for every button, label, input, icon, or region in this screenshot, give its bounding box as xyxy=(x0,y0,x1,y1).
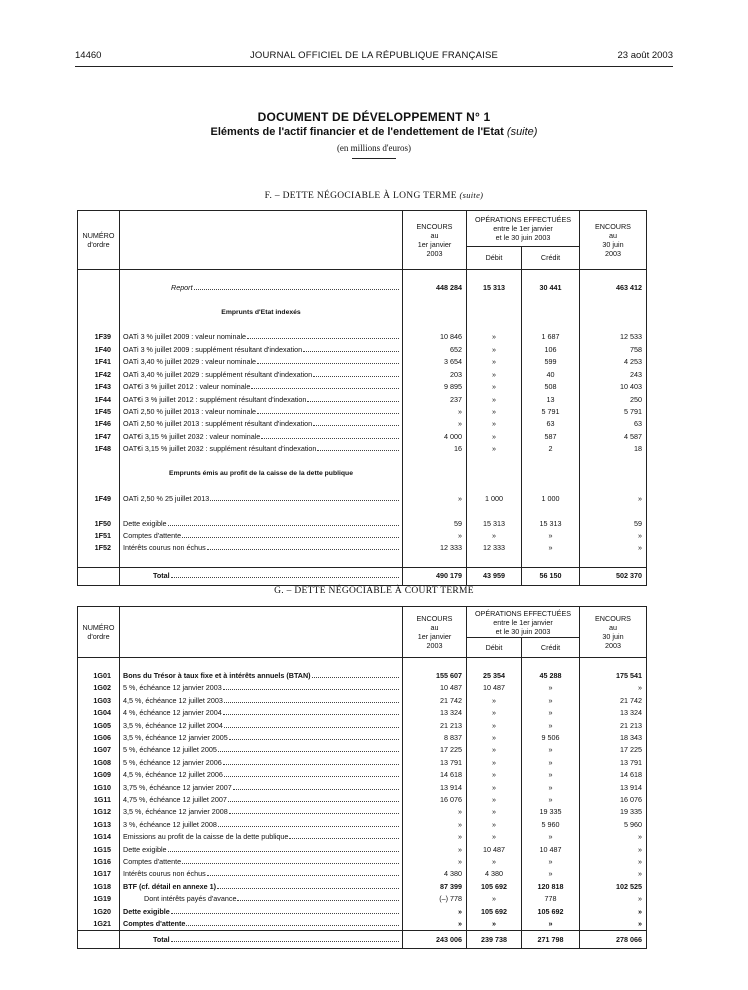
row-credit: 1 687 xyxy=(522,331,580,343)
row-code: 1F47 xyxy=(78,431,120,443)
section-f-title: F. – DETTE NÉGOCIABLE À LONG TERME (suite) xyxy=(264,190,484,201)
row-debit: » xyxy=(467,744,522,756)
row-label: 3,5 %, échéance 12 janvier 2008 xyxy=(120,806,403,818)
row-code: 1G05 xyxy=(78,720,120,732)
total-row-f: Total 490 179 43 959 56 150 502 370 xyxy=(78,567,647,585)
row-label: Bons du Trésor à taux fixe et à intérêts annuels (BTAN) xyxy=(120,670,403,682)
row-code: 1G04 xyxy=(78,707,120,719)
row-label: OATi 3 % juillet 2009 : valeur nominale xyxy=(120,331,403,343)
row-debit: » xyxy=(467,394,522,406)
row-label: Dette exigible xyxy=(120,906,403,918)
row-code: 1G18 xyxy=(78,881,120,893)
row-credit: » xyxy=(522,695,580,707)
table-row xyxy=(78,695,647,707)
row-debit: 105 692 xyxy=(467,881,522,893)
row-code: 1F40 xyxy=(78,344,120,356)
row-debit: » xyxy=(467,732,522,744)
row-encours-start: 17 225 xyxy=(403,744,467,756)
row-encours-start: » xyxy=(403,831,467,843)
row-debit: 10 487 xyxy=(467,682,522,694)
g-col-credit: Crédit xyxy=(522,638,580,657)
row-encours-end: » xyxy=(580,493,647,505)
row-debit: 4 380 xyxy=(467,868,522,880)
table-row xyxy=(78,831,647,843)
row-debit: » xyxy=(467,443,522,455)
row-debit: » xyxy=(467,707,522,719)
row-code: 1G14 xyxy=(78,831,120,843)
row-label: Dette exigible xyxy=(120,844,403,856)
row-encours-start: 87 399 xyxy=(403,881,467,893)
row-credit: 63 xyxy=(522,418,580,430)
table-row xyxy=(78,418,647,430)
table-row xyxy=(78,844,647,856)
row-label: OAT€i 3 % juillet 2012 : supplément résultant d'indexation xyxy=(120,394,403,406)
row-credit: 120 818 xyxy=(522,881,580,893)
row-encours-start: » xyxy=(403,493,467,505)
running-header xyxy=(75,50,673,64)
table-row xyxy=(78,670,647,682)
row-label: OATi 2,50 % juillet 2013 : valeur nominale xyxy=(120,406,403,418)
row-encours-start: 203 xyxy=(403,369,467,381)
row-label: 5 %, échéance 12 janvier 2003 xyxy=(120,682,403,694)
row-credit: » xyxy=(522,720,580,732)
row-credit: 2 xyxy=(522,443,580,455)
row-code: 1G06 xyxy=(78,732,120,744)
row-encours-end: 5 791 xyxy=(580,406,647,418)
total-row-g: Total 243 006 239 738 271 798 278 066 xyxy=(78,931,647,949)
table-row xyxy=(78,542,647,554)
row-encours-end: » xyxy=(580,918,647,931)
table-row xyxy=(78,707,647,719)
unit-rule xyxy=(352,158,396,159)
section-g-title: G. – DETTE NÉGOCIABLE À COURT TERME xyxy=(274,586,474,596)
row-code: 1G17 xyxy=(78,868,120,880)
row-label: 3 %, échéance 12 juillet 2008 xyxy=(120,819,403,831)
row-label: Intérêts courus non échus xyxy=(120,868,403,880)
row-encours-end: 21 213 xyxy=(580,720,647,732)
row-code: 1G02 xyxy=(78,682,120,694)
row-debit: » xyxy=(467,530,522,542)
row-encours-start: 4 000 xyxy=(403,431,467,443)
row-credit: 5 791 xyxy=(522,406,580,418)
row-credit: » xyxy=(522,831,580,843)
row-label: Comptes d'attente xyxy=(120,918,403,931)
table-row xyxy=(78,356,647,368)
header-rule xyxy=(75,66,673,67)
row-credit: » xyxy=(522,856,580,868)
row-encours-start: 9 895 xyxy=(403,381,467,393)
table-row xyxy=(78,431,647,443)
table-row xyxy=(78,856,647,868)
row-encours-start: » xyxy=(403,856,467,868)
row-credit: » xyxy=(522,744,580,756)
unit-note: (en millions d'euros) xyxy=(336,143,412,153)
row-encours-start: » xyxy=(403,406,467,418)
table-long-term-debt xyxy=(77,210,647,586)
row-encours-start: » xyxy=(403,819,467,831)
group-indexed-loans: Emprunts d'Etat indexés xyxy=(78,307,647,319)
row-encours-end: 16 076 xyxy=(580,794,647,806)
table-row xyxy=(78,530,647,542)
table-row xyxy=(78,732,647,744)
row-encours-end: 59 xyxy=(580,518,647,530)
row-encours-end: 13 324 xyxy=(580,707,647,719)
row-debit: » xyxy=(467,782,522,794)
journal-title: JOURNAL OFFICIEL DE LA RÉPUBLIQUE FRANÇAISE xyxy=(249,50,499,61)
row-encours-end: 758 xyxy=(580,344,647,356)
row-encours-end: 5 960 xyxy=(580,819,647,831)
row-encours-end: 175 541 xyxy=(580,670,647,682)
row-code: 1G01 xyxy=(78,670,120,682)
row-label: 4,75 %, échéance 12 juillet 2007 xyxy=(120,794,403,806)
row-debit: 1 000 xyxy=(467,493,522,505)
row-encours-start: 14 618 xyxy=(403,769,467,781)
row-encours-start: 21 213 xyxy=(403,720,467,732)
row-encours-start: 155 607 xyxy=(403,670,467,682)
group-cdp-loans: Emprunts émis au profit de la caisse de la dette publique xyxy=(78,468,647,480)
row-encours-start: 4 380 xyxy=(403,868,467,880)
row-encours-start: 13 914 xyxy=(403,782,467,794)
table-row xyxy=(78,782,647,794)
table-row xyxy=(78,744,647,756)
row-label: 5 %, échéance 12 juillet 2005 xyxy=(120,744,403,756)
table-row xyxy=(78,881,647,893)
row-code: 1G08 xyxy=(78,757,120,769)
row-code: 1F50 xyxy=(78,518,120,530)
row-encours-end: 13 791 xyxy=(580,757,647,769)
row-credit: » xyxy=(522,682,580,694)
row-encours-start: 652 xyxy=(403,344,467,356)
row-code: 1G15 xyxy=(78,844,120,856)
row-debit: 105 692 xyxy=(467,906,522,918)
row-encours-end: » xyxy=(580,856,647,868)
row-label: 4,5 %, échéance 12 juillet 2006 xyxy=(120,769,403,781)
row-label: 3,5 %, échéance 12 janvier 2005 xyxy=(120,732,403,744)
row-label: OATi 3,40 % juillet 2029 : supplément résultant d'indexation xyxy=(120,369,403,381)
table-row xyxy=(78,918,647,931)
row-encours-end: » xyxy=(580,542,647,554)
row-credit: 599 xyxy=(522,356,580,368)
g-col-numero: NUMÉRO d'ordre xyxy=(78,607,120,657)
row-label: Dont intérêts payés d'avance xyxy=(120,893,403,905)
row-label: OATi 3,40 % juillet 2029 : valeur nominale xyxy=(120,356,403,368)
row-encours-end: 243 xyxy=(580,369,647,381)
g-col-operations: OPÉRATIONS EFFECTUÉES entre le 1er janvier et le 30 juin 2003 xyxy=(467,607,580,638)
row-label: Dette exigible xyxy=(120,518,403,530)
row-code: 1F51 xyxy=(78,530,120,542)
row-encours-end: 250 xyxy=(580,394,647,406)
report-label: Report xyxy=(120,282,403,294)
row-encours-end: » xyxy=(580,831,647,843)
row-encours-end: » xyxy=(580,868,647,880)
row-credit: » xyxy=(522,782,580,794)
row-credit: 1 000 xyxy=(522,493,580,505)
row-debit: » xyxy=(467,356,522,368)
row-label: Intérêts courus non échus xyxy=(120,542,403,554)
document-subtitle: Eléments de l'actif financier et de l'endettement de l'Etat (suite) xyxy=(210,126,538,138)
total-label: Total xyxy=(120,931,403,949)
row-credit: » xyxy=(522,868,580,880)
table-row xyxy=(78,369,647,381)
row-label: 4,5 %, échéance 12 juillet 2003 xyxy=(120,695,403,707)
row-credit: 19 335 xyxy=(522,806,580,818)
row-encours-start: 13 324 xyxy=(403,707,467,719)
report-row: Report 448 284 15 313 30 441 463 412 xyxy=(78,282,647,294)
table-row xyxy=(78,769,647,781)
row-encours-start: 59 xyxy=(403,518,467,530)
row-code: 1F49 xyxy=(78,493,120,505)
table-row xyxy=(78,819,647,831)
row-credit: 10 487 xyxy=(522,844,580,856)
g-col-encours-start: ENCOURS au 1er janvier 2003 xyxy=(403,607,467,657)
row-debit: » xyxy=(467,406,522,418)
row-label: OATi 2,50 % juillet 2013 : supplément résultant d'indexation xyxy=(120,418,403,430)
row-debit: » xyxy=(467,794,522,806)
row-encours-start: » xyxy=(403,906,467,918)
issue-date: 23 août 2003 xyxy=(617,50,673,61)
row-label: BTF (cf. détail en annexe 1) xyxy=(120,881,403,893)
row-encours-end: » xyxy=(580,893,647,905)
row-debit: » xyxy=(467,806,522,818)
table-row xyxy=(78,394,647,406)
row-code: 1F45 xyxy=(78,406,120,418)
row-debit: » xyxy=(467,757,522,769)
row-debit: » xyxy=(467,431,522,443)
row-debit: » xyxy=(467,769,522,781)
row-encours-start: 21 742 xyxy=(403,695,467,707)
row-encours-start: 10 487 xyxy=(403,682,467,694)
table-row xyxy=(78,331,647,343)
f-col-label xyxy=(120,211,403,269)
table-row xyxy=(78,381,647,393)
table-row xyxy=(78,344,647,356)
row-credit: 45 288 xyxy=(522,670,580,682)
row-credit: 5 960 xyxy=(522,819,580,831)
row-label: OAT€i 3,15 % juillet 2032 : supplément résultant d'indexation xyxy=(120,443,403,455)
page-number: 14460 xyxy=(75,50,102,61)
f-col-debit: Débit xyxy=(467,247,522,269)
row-encours-end: » xyxy=(580,844,647,856)
row-code: 1G16 xyxy=(78,856,120,868)
g-col-encours-end: ENCOURS au 30 juin 2003 xyxy=(580,607,647,657)
row-encours-start: 8 837 xyxy=(403,732,467,744)
row-code: 1G13 xyxy=(78,819,120,831)
row-encours-start: » xyxy=(403,844,467,856)
row-credit: 9 506 xyxy=(522,732,580,744)
row-code: 1G03 xyxy=(78,695,120,707)
row-encours-end: 19 335 xyxy=(580,806,647,818)
row-encours-start: » xyxy=(403,418,467,430)
row-credit: 105 692 xyxy=(522,906,580,918)
row-code: 1F41 xyxy=(78,356,120,368)
row-encours-end: 63 xyxy=(580,418,647,430)
row-encours-start: 13 791 xyxy=(403,757,467,769)
row-debit: » xyxy=(467,331,522,343)
f-col-encours-end: ENCOURS au 30 juin 2003 xyxy=(580,211,647,269)
row-encours-start: 16 xyxy=(403,443,467,455)
row-credit: » xyxy=(522,757,580,769)
row-code: 1G12 xyxy=(78,806,120,818)
row-debit: » xyxy=(467,418,522,430)
row-encours-end: 10 403 xyxy=(580,381,647,393)
row-label: 3,75 %, échéance 12 janvier 2007 xyxy=(120,782,403,794)
row-debit: » xyxy=(467,720,522,732)
row-encours-end: » xyxy=(580,530,647,542)
table-row xyxy=(78,443,647,455)
table-row xyxy=(78,720,647,732)
row-encours-start: 237 xyxy=(403,394,467,406)
row-credit: 106 xyxy=(522,344,580,356)
row-encours-end: » xyxy=(580,906,647,918)
row-debit: 25 354 xyxy=(467,670,522,682)
row-encours-end: 102 525 xyxy=(580,881,647,893)
row-encours-end: 13 914 xyxy=(580,782,647,794)
row-code: 1G09 xyxy=(78,769,120,781)
row-debit: 15 313 xyxy=(467,518,522,530)
table-row xyxy=(78,682,647,694)
row-credit: » xyxy=(522,918,580,931)
row-code: 1G20 xyxy=(78,906,120,918)
row-encours-start: (–) 778 xyxy=(403,893,467,905)
table-row xyxy=(78,868,647,880)
table-row xyxy=(78,893,647,905)
row-debit: 10 487 xyxy=(467,844,522,856)
table-row xyxy=(78,406,647,418)
table-row xyxy=(78,518,647,530)
table-row xyxy=(78,493,647,505)
row-debit: » xyxy=(467,856,522,868)
row-code: 1F39 xyxy=(78,331,120,343)
row-debit: » xyxy=(467,893,522,905)
row-encours-start: » xyxy=(403,806,467,818)
row-code: 1G19 xyxy=(78,893,120,905)
row-code: 1G10 xyxy=(78,782,120,794)
row-label: Comptes d'attente xyxy=(120,530,403,542)
table-row xyxy=(78,906,647,918)
row-encours-start: » xyxy=(403,918,467,931)
row-encours-start: » xyxy=(403,530,467,542)
row-label: Emissions au profit de la caisse de la dette publique xyxy=(120,831,403,843)
row-credit: 778 xyxy=(522,893,580,905)
row-credit: 40 xyxy=(522,369,580,381)
row-debit: » xyxy=(467,819,522,831)
row-code: 1F48 xyxy=(78,443,120,455)
row-credit: 15 313 xyxy=(522,518,580,530)
table-row xyxy=(78,757,647,769)
f-col-encours-start: ENCOURS au 1er janvier 2003 xyxy=(403,211,467,269)
table-row xyxy=(78,806,647,818)
row-label: OATi 2,50 % 25 juillet 2013 xyxy=(120,493,403,505)
row-credit: 508 xyxy=(522,381,580,393)
row-encours-end: 18 xyxy=(580,443,647,455)
row-encours-start: 3 654 xyxy=(403,356,467,368)
row-code: 1F46 xyxy=(78,418,120,430)
row-code: 1F44 xyxy=(78,394,120,406)
g-col-debit: Débit xyxy=(467,638,522,657)
row-debit: » xyxy=(467,695,522,707)
row-encours-end: » xyxy=(580,682,647,694)
f-col-operations: OPÉRATIONS EFFECTUÉES entre le 1er janvier et le 30 juin 2003 xyxy=(467,211,580,247)
row-code: 1F43 xyxy=(78,381,120,393)
total-label: Total xyxy=(120,567,403,585)
row-label: OAT€i 3 % juillet 2012 : valeur nominale xyxy=(120,381,403,393)
row-credit: » xyxy=(522,794,580,806)
row-credit: 13 xyxy=(522,394,580,406)
row-encours-end: 12 533 xyxy=(580,331,647,343)
row-credit: » xyxy=(522,769,580,781)
row-encours-end: 4 587 xyxy=(580,431,647,443)
row-credit: » xyxy=(522,542,580,554)
row-debit: » xyxy=(467,369,522,381)
row-encours-end: 17 225 xyxy=(580,744,647,756)
row-encours-end: 18 343 xyxy=(580,732,647,744)
row-debit: » xyxy=(467,831,522,843)
row-code: 1F52 xyxy=(78,542,120,554)
row-credit: » xyxy=(522,707,580,719)
row-encours-start: 12 333 xyxy=(403,542,467,554)
row-code: 1F42 xyxy=(78,369,120,381)
row-encours-end: 21 742 xyxy=(580,695,647,707)
f-col-numero: NUMÉRO d'ordre xyxy=(78,211,120,269)
g-col-label xyxy=(120,607,403,657)
row-label: OAT€i 3,15 % juillet 2032 : valeur nominale xyxy=(120,431,403,443)
row-label: 5 %, échéance 12 janvier 2006 xyxy=(120,757,403,769)
document-title: DOCUMENT DE DÉVELOPPEMENT N° 1 xyxy=(257,110,491,124)
table-short-term-debt xyxy=(77,606,647,949)
row-code: 1G11 xyxy=(78,794,120,806)
row-credit: » xyxy=(522,530,580,542)
row-debit: » xyxy=(467,381,522,393)
table-row xyxy=(78,794,647,806)
row-encours-end: 14 618 xyxy=(580,769,647,781)
row-label: OATi 3 % juillet 2009 : supplément résultant d'indexation xyxy=(120,344,403,356)
row-encours-start: 16 076 xyxy=(403,794,467,806)
row-debit: 12 333 xyxy=(467,542,522,554)
row-code: 1G07 xyxy=(78,744,120,756)
row-credit: 587 xyxy=(522,431,580,443)
row-encours-end: 4 253 xyxy=(580,356,647,368)
row-debit: » xyxy=(467,344,522,356)
row-label: Comptes d'attente xyxy=(120,856,403,868)
row-label: 3,5 %, échéance 12 juillet 2004 xyxy=(120,720,403,732)
row-code: 1G21 xyxy=(78,918,120,931)
row-encours-start: 10 846 xyxy=(403,331,467,343)
row-label: 4 %, échéance 12 janvier 2004 xyxy=(120,707,403,719)
row-debit: » xyxy=(467,918,522,931)
f-col-credit: Crédit xyxy=(522,247,580,269)
